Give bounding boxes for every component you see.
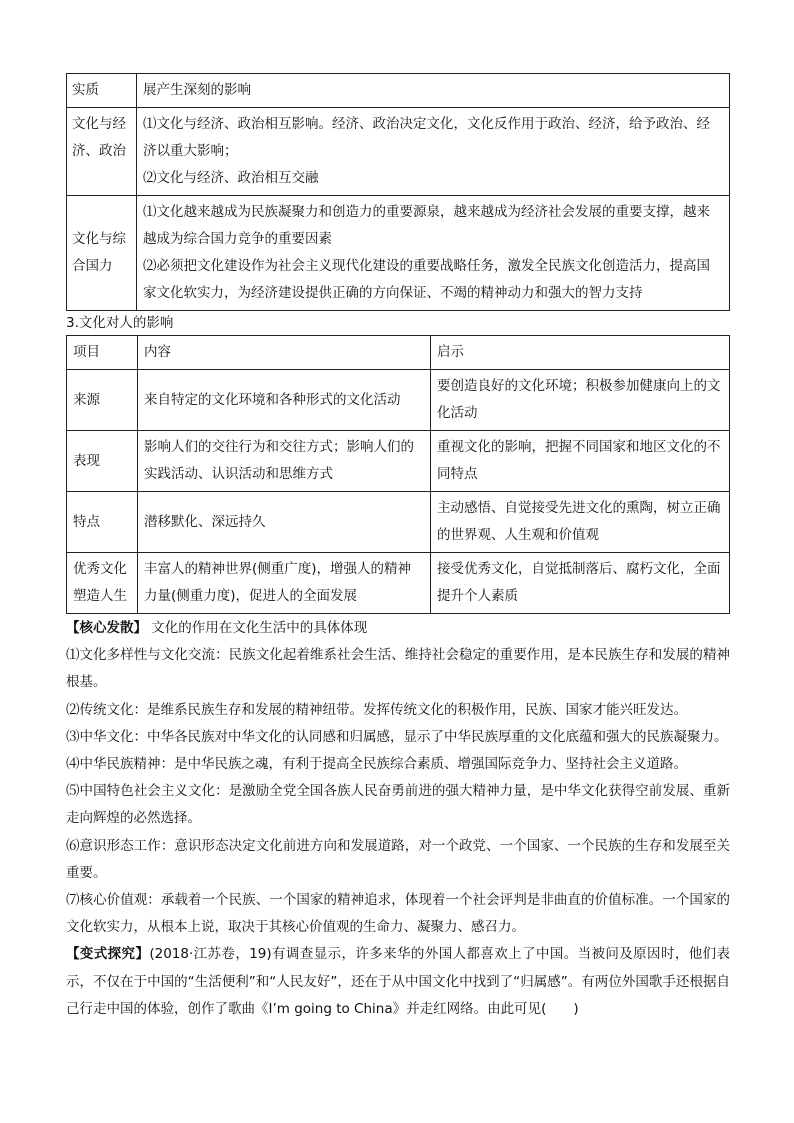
item-cell: 表现 (67, 431, 138, 492)
table-header-row (67, 336, 730, 370)
column-header: 项目 (67, 336, 138, 370)
column-header: 启示 (431, 336, 730, 370)
core-title: 文化的作用在文化生活中的具体体现 (151, 620, 368, 636)
table-row (67, 74, 730, 108)
row-content (137, 74, 730, 108)
culture-on-people-table (66, 335, 730, 614)
core-item: ⑴文化多样性与文化交流：民族文化起着维系社会生活、维持社会稳定的重要作用，是本民族生存和发展的精神根基。 (66, 647, 730, 691)
insight-cell: 重视文化的影响，把握不同国家和地区文化的不同特点 (431, 431, 730, 492)
variant-text: (2018·江苏卷，19)有调查显示，许多来华的外国人都喜欢上了中国。当被问及原因时，他们表示，不仅在于中国的“生活便利”和“人民友好”，还在于从中国文化中找到了“归属感”。有两位外国歌手还根据自己行走中国的体验，创作了歌曲《I’m going to China》并走红网络。由此可见( ) (66, 946, 731, 1017)
item-cell: 优秀文化塑造人生 (67, 553, 138, 614)
core-item: ⑺核心价值观：承载着一个民族、一个国家的精神追求，体现着一个社会评判是非曲直的价值标准。一个国家的文化软实力，从根本上说，取决于其核心价值观的生命力、凝聚力、感召力。 (66, 892, 730, 936)
content-cell: 影响人们的交往行为和交往方式；影响人们的实践活动、认识活动和思维方式 (138, 431, 431, 492)
row-head: 文化与综合国力 (67, 196, 137, 311)
core-item: ⑹意识形态工作：意识形态决定文化前进方向和发展道路，对一个政党、一个国家、一个民族的生存和发展至关重要。 (66, 837, 730, 881)
item-cell: 来源 (67, 370, 138, 431)
row-content (137, 196, 730, 311)
variant-label: 【变式探究】 (66, 946, 150, 963)
content-cell: 来自特定的文化环境和各种形式的文化活动 (138, 370, 431, 431)
section-title: 3.文化对人的影响 (66, 315, 174, 331)
table-row (67, 370, 730, 431)
table-row (67, 431, 730, 492)
content-line: 展产生深刻的影响 (143, 82, 251, 98)
row-content (137, 108, 730, 196)
culture-effects-table (66, 73, 730, 311)
core-label: 【核心发散】 (66, 620, 147, 636)
page (66, 73, 730, 1023)
content-cell: 丰富人的精神世界(侧重广度)，增强人的精神力量(侧重力度)，促进人的全面发展 (138, 553, 431, 614)
core-item: ⑶中华文化：中华各民族对中华文化的认同感和归属感，显示了中华民族厚重的文化底蕴和强大的民族凝聚力。 (66, 728, 728, 745)
content-line: ⑴文化与经济、政治相互影响。经济、政治决定文化，文化反作用于政治、经济，给予政治、经济以重大影响； (143, 116, 710, 159)
content-line: ⑴文化越来越成为民族凝聚力和创造力的重要源泉，越来越成为经济社会发展的重要支撑，越来越成为综合国力竞争的重要因素 (143, 204, 710, 247)
core-item: ⑵传统文化：是维系民族生存和发展的精神纽带。发挥传统文化的积极作用，民族、国家才能兴旺发达。 (66, 701, 687, 718)
table-row (67, 553, 730, 614)
variant-question (66, 941, 730, 1023)
row-head: 文化与经济、政治 (67, 108, 137, 196)
item-cell: 特点 (67, 492, 138, 553)
table-row (67, 492, 730, 553)
content-cell: 潜移默化、深远持久 (138, 492, 431, 553)
content-line: ⑵文化与经济、政治相互交融 (143, 170, 319, 186)
column-header: 内容 (138, 336, 431, 370)
table-row (67, 196, 730, 311)
content-line: ⑵必须把文化建设作为社会主义现代化建设的重要战略任务，激发全民族文化创造活力，提高国家文化软实力，为经济建设提供正确的方向保证、不竭的精神动力和强大的智力支持 (143, 258, 710, 301)
insight-cell: 接受优秀文化，自觉抵制落后、腐朽文化，全面提升个人素质 (431, 553, 730, 614)
row-head: 实质 (67, 74, 137, 108)
core-item: ⑷中华民族精神：是中华民族之魂，有利于提高全民族综合素质、增强国际竞争力、坚持社会主义道路。 (66, 756, 687, 773)
insight-cell: 要创造良好的文化环境；积极参加健康向上的文化活动 (431, 370, 730, 431)
table-row (67, 108, 730, 196)
insight-cell: 主动感悟、自觉接受先进文化的熏陶，树立正确的世界观、人生观和价值观 (431, 492, 730, 553)
core-item: ⑸中国特色社会主义文化：是激励全党全国各族人民奋勇前进的强大精神力量，是中华文化获得空前发展、重新走向辉煌的必然选择。 (66, 783, 730, 827)
core-heading (66, 615, 730, 642)
